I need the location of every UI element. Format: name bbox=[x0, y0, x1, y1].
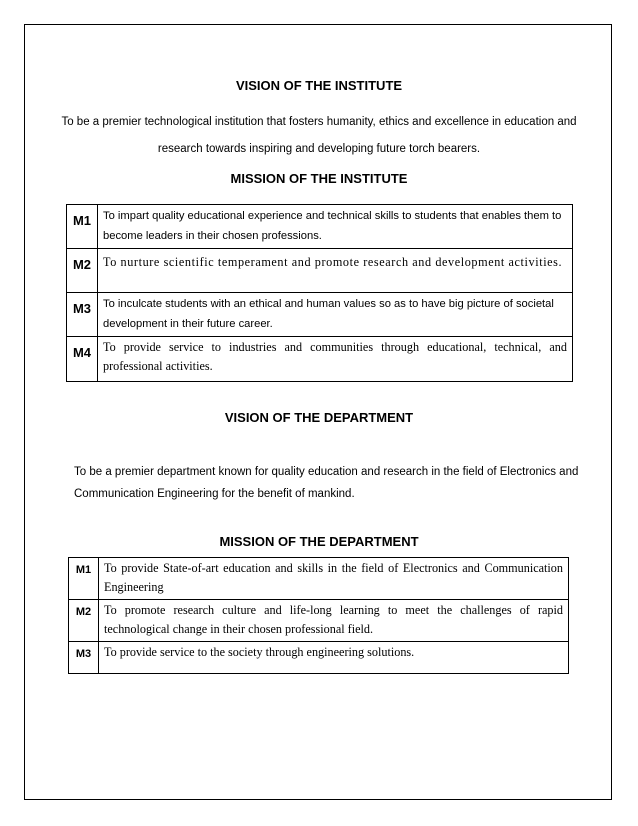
department-vision-heading: VISION OF THE DEPARTMENT bbox=[224, 410, 414, 425]
mission-code: M2 bbox=[67, 249, 98, 293]
mission-text: To provide service to industries and communities through educational, technical, and professional activities. bbox=[98, 337, 573, 382]
mission-code: M3 bbox=[67, 293, 98, 337]
mission-text: To promote research culture and life-long learning to meet the challenges of rapid technological change in their chosen professional field. bbox=[99, 600, 569, 642]
institute-vision-text: To be a premier technological institution that fosters humanity, ethics and excellence in education and research towards inspiring and developing future torch bearers. bbox=[61, 116, 577, 155]
institute-mission-heading: MISSION OF THE INSTITUTE bbox=[230, 171, 408, 186]
mission-text: To inculcate students with an ethical and human values so as to have big picture of societal development in their future career. bbox=[98, 293, 573, 337]
mission-code: M1 bbox=[69, 558, 99, 600]
department-vision-text: To be a premier department known for quality education and research in the field of Electronics and Communication Engineering for the benefit of mankind. bbox=[74, 466, 579, 500]
table-row bbox=[69, 600, 569, 642]
department-mission-table bbox=[68, 557, 569, 674]
mission-code: M4 bbox=[67, 337, 98, 382]
table-row bbox=[67, 249, 573, 293]
mission-text: To nurture scientific temperament and promote research and development activities. bbox=[98, 249, 573, 293]
mission-text: To provide State-of-art education and skills in the field of Electronics and Communication Engineering bbox=[99, 558, 569, 600]
table-row bbox=[67, 293, 573, 337]
mission-code: M2 bbox=[69, 600, 99, 642]
mission-text: To provide service to the society through engineering solutions. bbox=[99, 642, 569, 674]
mission-code: M1 bbox=[67, 205, 98, 249]
institute-mission-table bbox=[66, 204, 573, 382]
institute-vision-heading: VISION OF THE INSTITUTE bbox=[235, 78, 403, 93]
table-row bbox=[69, 642, 569, 674]
table-row bbox=[69, 558, 569, 600]
mission-code: M3 bbox=[69, 642, 99, 674]
table-row bbox=[67, 337, 573, 382]
table-row bbox=[67, 205, 573, 249]
mission-text: To impart quality educational experience and technical skills to students that enables them to become leaders in their chosen professions. bbox=[98, 205, 573, 249]
department-mission-heading: MISSION OF THE DEPARTMENT bbox=[219, 534, 419, 549]
